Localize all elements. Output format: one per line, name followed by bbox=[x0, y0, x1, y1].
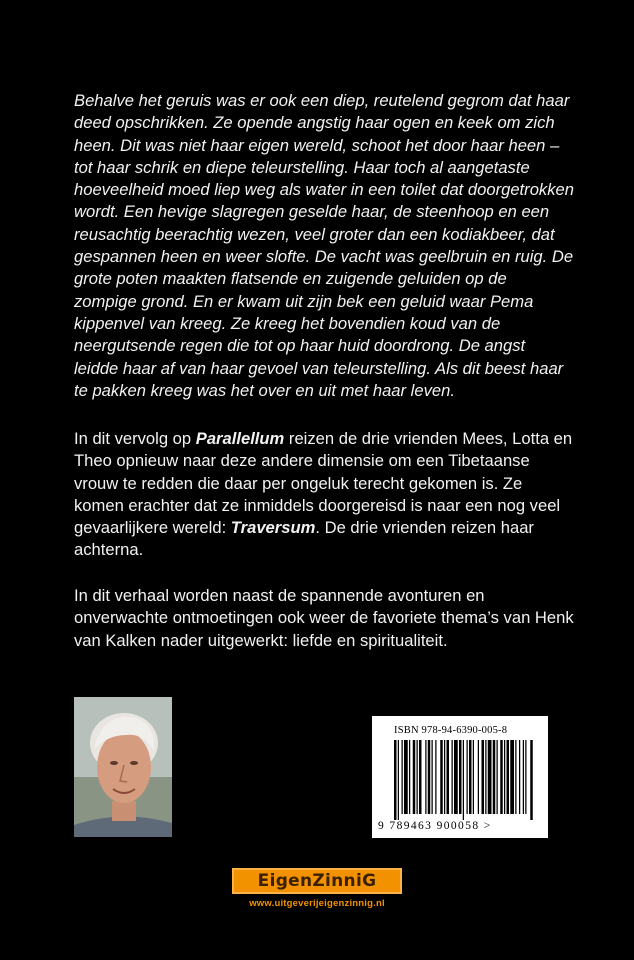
themes-text: In dit verhaal worden naast de spannende avonturen en onverwachte ontmoetingen ook weer de favoriete thema’s van Henk van Kalken nader uitgewerkt: liefde en spiritualiteit. bbox=[74, 586, 574, 650]
isbn-barcode bbox=[372, 716, 548, 838]
excerpt-text: Behalve het geruis was er ook een diep, reutelend gegrom dat haar deed opschrikken. Ze opende angstig haar ogen en keek om zich heen. Dit was niet haar eigen wereld, schoot het door haar heen – tot haar schrik en diepe teleurstelling. Haar toch al aangetaste hoeveelheid moed liep weg als water in een toilet dat doorgetrokken wordt. Een hevige slagregen geselde haar, de steenhoop en een reusachtig beerachtig wezen, veel groter dan een kodiakbeer, dat gespannen heen en weer slofte. De vacht was geelbruin en ruig. De grote poten maakten flatsende en zuigende geluiden op de zompige grond. En er kwam uit zijn bek een geluid waar Pema kippenvel van kreeg. Ze kreeg het bovendien koud van de neergutsende regen die tot op haar huid doordrong. De angst leidde haar af van haar gevoel van teleurstelling. Als dit beest haar te pakken kreeg was het over en uit met haar leven. bbox=[74, 91, 574, 400]
publisher-website[interactable]: www.uitgeverijeigenzinnig.nl bbox=[249, 898, 385, 909]
publisher-logo bbox=[232, 868, 402, 894]
summary-paragraph bbox=[74, 428, 574, 562]
author-portrait-graphic bbox=[74, 697, 172, 837]
summary-text-3: . De drie vrienden reizen haar achterna. bbox=[74, 518, 534, 560]
summary-text-1: In dit vervolg op bbox=[74, 429, 196, 448]
publisher-logo-text: EigenZinniG bbox=[257, 871, 377, 891]
summary-text-2: reizen de drie vrienden Mees, Lotta en Theo opnieuw naar deze andere dimensie om een Tibetaanse vrouw te redden die daar per ongeluk terecht gekomen is. Ze komen erachter dat ze inmiddels doorgereisd is naar een nog veel gevaarlijkere wereld: bbox=[74, 429, 573, 538]
book-title-traversum: Traversum bbox=[230, 518, 316, 538]
isbn-label: ISBN 978-94-6390-005-8 bbox=[394, 725, 508, 736]
barcode-bars bbox=[394, 740, 534, 820]
themes-paragraph bbox=[74, 585, 574, 652]
book-title-parallellum: Parallellum bbox=[195, 429, 285, 448]
barcode-digits: 9 789463 900058 > bbox=[378, 820, 492, 832]
excerpt-paragraph bbox=[74, 90, 574, 402]
author-photo bbox=[74, 697, 172, 837]
